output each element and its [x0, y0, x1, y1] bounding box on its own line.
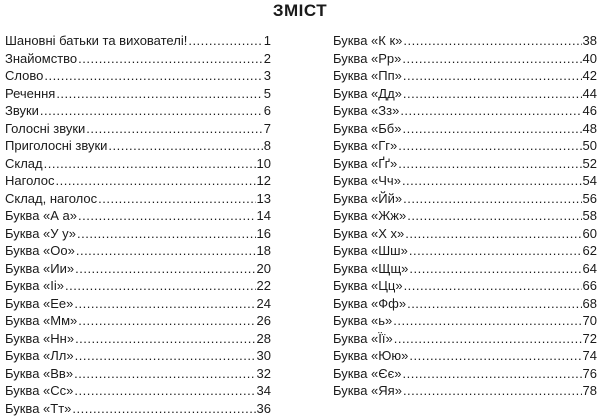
toc-entry-label: Буква «Рр» [333, 50, 402, 66]
toc-dot-leader [74, 295, 255, 313]
toc-entry-page: 24 [256, 295, 271, 311]
toc-entry [5, 32, 271, 50]
toc-entry-label: Буква «Х х» [333, 225, 405, 241]
toc-entry [333, 260, 597, 278]
toc-entry-label: Склад, наголос [5, 190, 98, 206]
toc-entry-page: 46 [582, 103, 597, 118]
toc-entry [333, 312, 597, 330]
toc-entry [5, 400, 271, 418]
toc-dot-leader [403, 382, 582, 400]
toc-entry-label: Буква «Оо» [5, 243, 75, 258]
toc-entry [333, 50, 597, 68]
toc-dot-leader [98, 190, 255, 208]
toc-dot-leader [76, 242, 256, 260]
toc-entry-label: Буква «Вв» [5, 365, 74, 381]
toc-entry-page: 3 [263, 68, 271, 83]
toc-entry-label: Буква «К к» [333, 33, 403, 48]
toc-entry-label: Буква «Юю» [333, 348, 409, 363]
toc-entry [333, 67, 597, 85]
toc-dot-leader [72, 400, 255, 418]
toc-dot-leader [75, 330, 255, 348]
toc-right-column [333, 32, 597, 400]
toc-entry-label: Буква «Жж» [333, 208, 407, 223]
toc-entry-label: Буква «Єє» [333, 365, 402, 381]
toc-entry-page: 28 [256, 330, 271, 346]
toc-entry-label: Звуки [5, 103, 39, 118]
toc-entry [5, 312, 271, 330]
toc-dot-leader [75, 260, 255, 278]
toc-entry-label: Знайомство [5, 50, 78, 66]
toc-dot-leader [55, 172, 255, 190]
toc-dot-leader [400, 102, 581, 120]
toc-entry-page: 32 [256, 365, 271, 381]
toc-entry-label: Буква «Ґґ» [333, 155, 398, 171]
toc-entry [333, 102, 597, 120]
toc-dot-leader [402, 120, 581, 138]
toc-entry [5, 225, 271, 243]
toc-entry-page: 42 [582, 68, 597, 83]
toc-entry-page: 54 [582, 173, 597, 188]
toc-dot-leader [409, 260, 581, 278]
toc-entry [333, 155, 597, 173]
toc-entry-page: 68 [582, 295, 597, 311]
toc-entry [5, 172, 271, 190]
toc-entry-page: 64 [582, 260, 597, 276]
toc-entry-page: 48 [582, 120, 597, 136]
toc-entry-label: Буква «Йй» [333, 190, 403, 206]
toc-entry [5, 120, 271, 138]
page-title: ЗМІСТ [272, 1, 328, 20]
toc-entry-page: 6 [263, 103, 271, 118]
toc-entry [333, 382, 597, 400]
toc-entry-label: Буква «Цц» [333, 278, 403, 293]
toc-entry-page: 20 [256, 260, 271, 276]
toc-dot-leader [108, 137, 262, 155]
toc-entry-page: 34 [256, 383, 271, 398]
toc-entry [333, 137, 597, 155]
toc-dot-leader [407, 295, 581, 313]
toc-dot-leader [403, 32, 581, 50]
toc-entry-label: Буква «Нн» [5, 330, 75, 346]
toc-entry-page: 70 [582, 313, 597, 328]
toc-entry [333, 330, 597, 348]
toc-entry [5, 50, 271, 68]
toc-entry [5, 155, 271, 173]
toc-dot-leader [74, 382, 255, 400]
toc-entry-label: Шановні батьки та вихователі! [5, 33, 188, 48]
toc-entry-page: 7 [263, 120, 271, 136]
toc-entry-label: Буква «Іі» [5, 278, 64, 293]
toc-entry [333, 85, 597, 103]
toc-entry-label: Буква «А а» [5, 208, 78, 223]
toc-dot-leader [74, 365, 255, 383]
toc-entry-label: Буква «Гг» [333, 138, 398, 153]
toc-entry [5, 277, 271, 295]
toc-entry-page: 78 [582, 383, 597, 398]
toc-entry-label: Буква «Ее» [5, 295, 74, 311]
toc-dot-leader [407, 207, 581, 225]
toc-entry-page: 1 [263, 33, 271, 48]
toc-entry [333, 242, 597, 260]
toc-entry-page: 58 [582, 208, 597, 223]
toc-dot-leader [77, 225, 256, 243]
toc-entry [5, 295, 271, 313]
toc-entry [333, 207, 597, 225]
toc-entry [5, 260, 271, 278]
toc-dot-leader [403, 85, 582, 103]
toc-dot-leader [409, 347, 581, 365]
toc-entry-page: 10 [256, 155, 271, 171]
toc-dot-leader [398, 155, 581, 173]
toc-entry-label: Слово [5, 68, 44, 83]
toc-entry-label: Буква «Фф» [333, 295, 407, 311]
toc-entry-label: Буква «Зз» [333, 103, 400, 118]
toc-dot-leader [78, 312, 255, 330]
toc-entry-label: Буква «Яя» [333, 383, 402, 398]
toc-entry-label: Голосні звуки [5, 120, 86, 136]
toc-entry-page: 62 [582, 243, 597, 258]
toc-entry [333, 347, 597, 365]
toc-entry-page: 52 [582, 155, 597, 171]
toc-entry-label: Буква «У у» [5, 225, 77, 241]
toc-entry [333, 120, 597, 138]
toc-entry-page: 14 [256, 208, 271, 223]
toc-entry-page: 5 [263, 85, 271, 101]
toc-entry [5, 102, 271, 120]
toc-entry [5, 365, 271, 383]
toc-dot-leader [65, 277, 256, 295]
toc-dot-leader [44, 67, 262, 85]
toc-entry-label: Буква «Шш» [333, 243, 408, 258]
toc-entry-page: 56 [582, 190, 597, 206]
toc-entry [5, 67, 271, 85]
toc-entry-page: 30 [256, 348, 271, 363]
toc-entry-label: Наголос [5, 173, 55, 188]
toc-dot-leader [78, 207, 256, 225]
toc-entry-label: Буква «Ии» [5, 260, 75, 276]
toc-entry-page: 26 [256, 313, 271, 328]
toc-dot-leader [75, 347, 256, 365]
toc-entry-label: Буква «Щщ» [333, 260, 409, 276]
toc-dot-leader [188, 32, 262, 50]
toc-entry-label: Буква «Мм» [5, 313, 78, 328]
toc-entry-label: Буква «Чч» [333, 173, 401, 188]
toc-entry-label: Буква «Лл» [5, 348, 74, 363]
toc-dot-leader [86, 120, 262, 138]
toc-entry-label: Буква «Бб» [333, 120, 402, 136]
toc-dot-leader [402, 50, 581, 68]
toc-entry-page: 2 [263, 50, 271, 66]
toc-dot-leader [394, 330, 582, 348]
toc-dot-leader [393, 312, 581, 330]
toc-dot-leader [402, 365, 581, 383]
toc-dot-leader [403, 67, 582, 85]
toc-entry [5, 137, 271, 155]
toc-dot-leader [402, 172, 582, 190]
toc-entry [5, 207, 271, 225]
toc-entry-page: 8 [263, 138, 271, 153]
toc-entry-page: 50 [582, 138, 597, 153]
toc-entry-page: 44 [582, 85, 597, 101]
toc-entry [333, 365, 597, 383]
toc-entry-page: 38 [582, 33, 597, 48]
toc-entry-page: 76 [582, 365, 597, 381]
toc-entry-page: 18 [256, 243, 271, 258]
toc-entry [5, 347, 271, 365]
toc-entry [333, 172, 597, 190]
toc-entry-page: 74 [582, 348, 597, 363]
toc-dot-leader [78, 50, 263, 68]
toc-entry-page: 72 [582, 330, 597, 346]
toc-entry-label: Буква «Пп» [333, 68, 402, 83]
toc-entry-page: 16 [256, 225, 271, 241]
toc-entry-label: Речення [5, 85, 56, 101]
toc-entry [5, 190, 271, 208]
toc-entry-label: Буква «Сс» [5, 383, 74, 398]
toc-entry-label: Буква «Її» [333, 330, 393, 346]
toc-entry-page: 36 [256, 400, 271, 416]
toc-entry-page: 22 [256, 278, 271, 293]
toc-entry-label: Буква «ь» [333, 313, 393, 328]
toc-entry-label: Приголосні звуки [5, 138, 108, 153]
toc-dot-leader [44, 155, 256, 173]
toc-dot-leader [56, 85, 262, 103]
toc-entry-label: Буква «Дд» [333, 85, 402, 101]
toc-entry [333, 225, 597, 243]
toc-entry-page: 40 [582, 50, 597, 66]
toc-entry-page: 60 [582, 225, 597, 241]
toc-dot-leader [404, 277, 582, 295]
toc-entry [5, 242, 271, 260]
toc-entry [5, 85, 271, 103]
toc-dot-leader [405, 225, 581, 243]
toc-entry [333, 277, 597, 295]
toc-dot-leader [409, 242, 582, 260]
toc-entry [5, 382, 271, 400]
toc-entry [333, 295, 597, 313]
toc-entry-label: Склад [5, 155, 43, 171]
toc-left-column [5, 32, 271, 417]
toc-entry-label: Буква «Тт» [5, 400, 72, 416]
toc-dot-leader [403, 190, 581, 208]
toc-dot-leader [398, 137, 581, 155]
toc-entry-page: 66 [582, 278, 597, 293]
toc-entry [333, 190, 597, 208]
toc-entry [5, 330, 271, 348]
toc-entry-page: 12 [256, 173, 271, 188]
toc-entry [333, 32, 597, 50]
toc-dot-leader [40, 102, 263, 120]
toc-entry-page: 13 [256, 190, 271, 206]
